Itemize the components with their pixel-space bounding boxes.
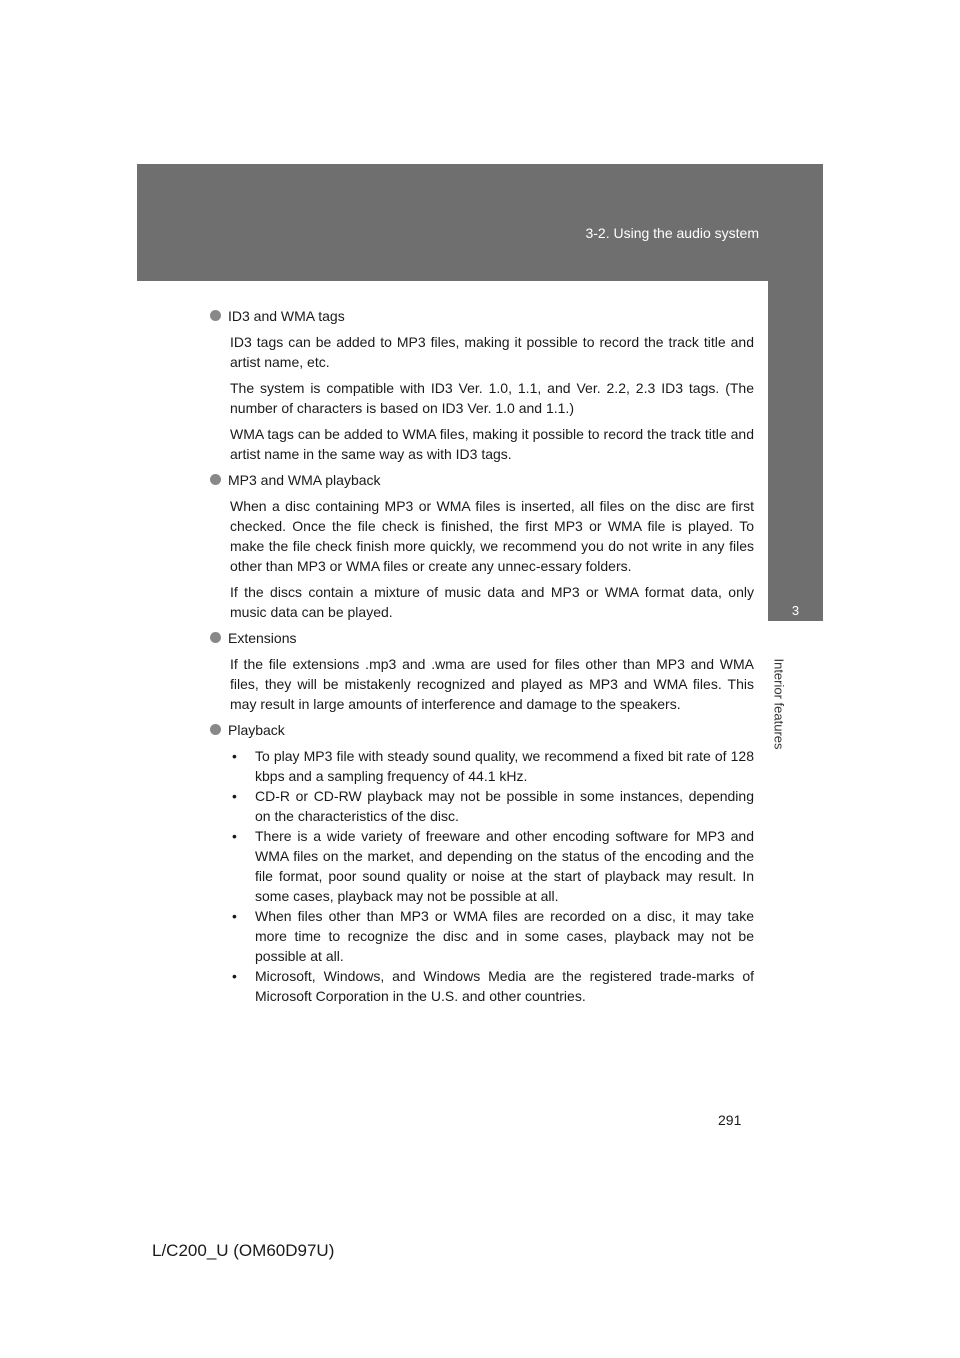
bullet-icon — [210, 632, 221, 643]
chapter-title: Interior features — [771, 658, 787, 750]
paragraph: WMA tags can be added to WMA files, making it possible to record the track title and artist name in the same way as with ID3 tags. — [230, 426, 754, 462]
list-item: • To play MP3 file with steady sound quality, we recommend a fixed bit rate of 128 kbps and a sampling frequency of 44.1 kHz. — [232, 748, 754, 784]
header-band — [137, 164, 823, 281]
paragraph: The system is compatible with ID3 Ver. 1.0, 1.1, and Ver. 2.2, 2.3 ID3 tags. (The number of characters is based on ID3 Ver. 1.0 and 1.1.) — [230, 380, 754, 416]
chapter-tab — [768, 281, 823, 621]
section-heading: ID3 and WMA tags — [210, 306, 754, 326]
section-heading: Extensions — [210, 628, 754, 648]
list-bullet-icon: • — [232, 908, 237, 924]
list-bullet-icon: • — [232, 748, 237, 764]
list-item: • Microsoft, Windows, and Windows Media are the registered trade-marks of Microsoft Corporation in the U.S. and other countries. — [232, 968, 754, 1004]
list-item: • When files other than MP3 or WMA files are recorded on a disc, it may take more time to recognize the disc and in some cases, playback may not be possible at all. — [232, 908, 754, 964]
paragraph: If the discs contain a mixture of music data and MP3 or WMA format data, only music data can be played. — [230, 584, 754, 620]
section-heading: Playback — [210, 720, 754, 740]
chapter-number: 3 — [791, 603, 800, 618]
paragraph: When a disc containing MP3 or WMA files is inserted, all files on the disc are first checked. Once the file check is finished, the first MP3 or WMA file is played. To make the file check finish more quickly, we recommend you do not write in any files other than MP3 or WMA files or create any unnec-essary folders. — [230, 498, 754, 574]
chapter-title-vertical — [769, 624, 789, 784]
section-title: 3-2. Using the audio system — [585, 225, 759, 241]
paragraph: ID3 tags can be added to MP3 files, making it possible to record the track title and artist name, etc. — [230, 334, 754, 370]
list-bullet-icon: • — [232, 828, 237, 844]
document-code: L/C200_U (OM60D97U) — [152, 1241, 335, 1260]
bullet-icon — [210, 724, 221, 735]
section-heading: MP3 and WMA playback — [210, 470, 754, 490]
list-item: • CD-R or CD-RW playback may not be possible in some instances, depending on the characteristics of the disc. — [232, 788, 754, 824]
list-bullet-icon: • — [232, 968, 237, 984]
playback-list — [210, 746, 754, 1006]
list-bullet-icon: • — [232, 788, 237, 804]
bullet-icon — [210, 474, 221, 485]
list-item: • There is a wide variety of freeware and other encoding software for MP3 and WMA files on the market, and depending on the status of the encoding and the file format, poor sound quality or noise at the start of playback may result. In some cases, playback may not be possible at all. — [232, 828, 754, 904]
page-number: 291 — [718, 1112, 742, 1128]
paragraph: If the file extensions .mp3 and .wma are used for files other than MP3 and WMA files, they will be mistakenly recognized and played as MP3 and WMA files. This may result in large amounts of interference and damage to the speakers. — [230, 656, 754, 712]
bullet-icon — [210, 310, 221, 321]
main-content — [210, 306, 754, 1006]
